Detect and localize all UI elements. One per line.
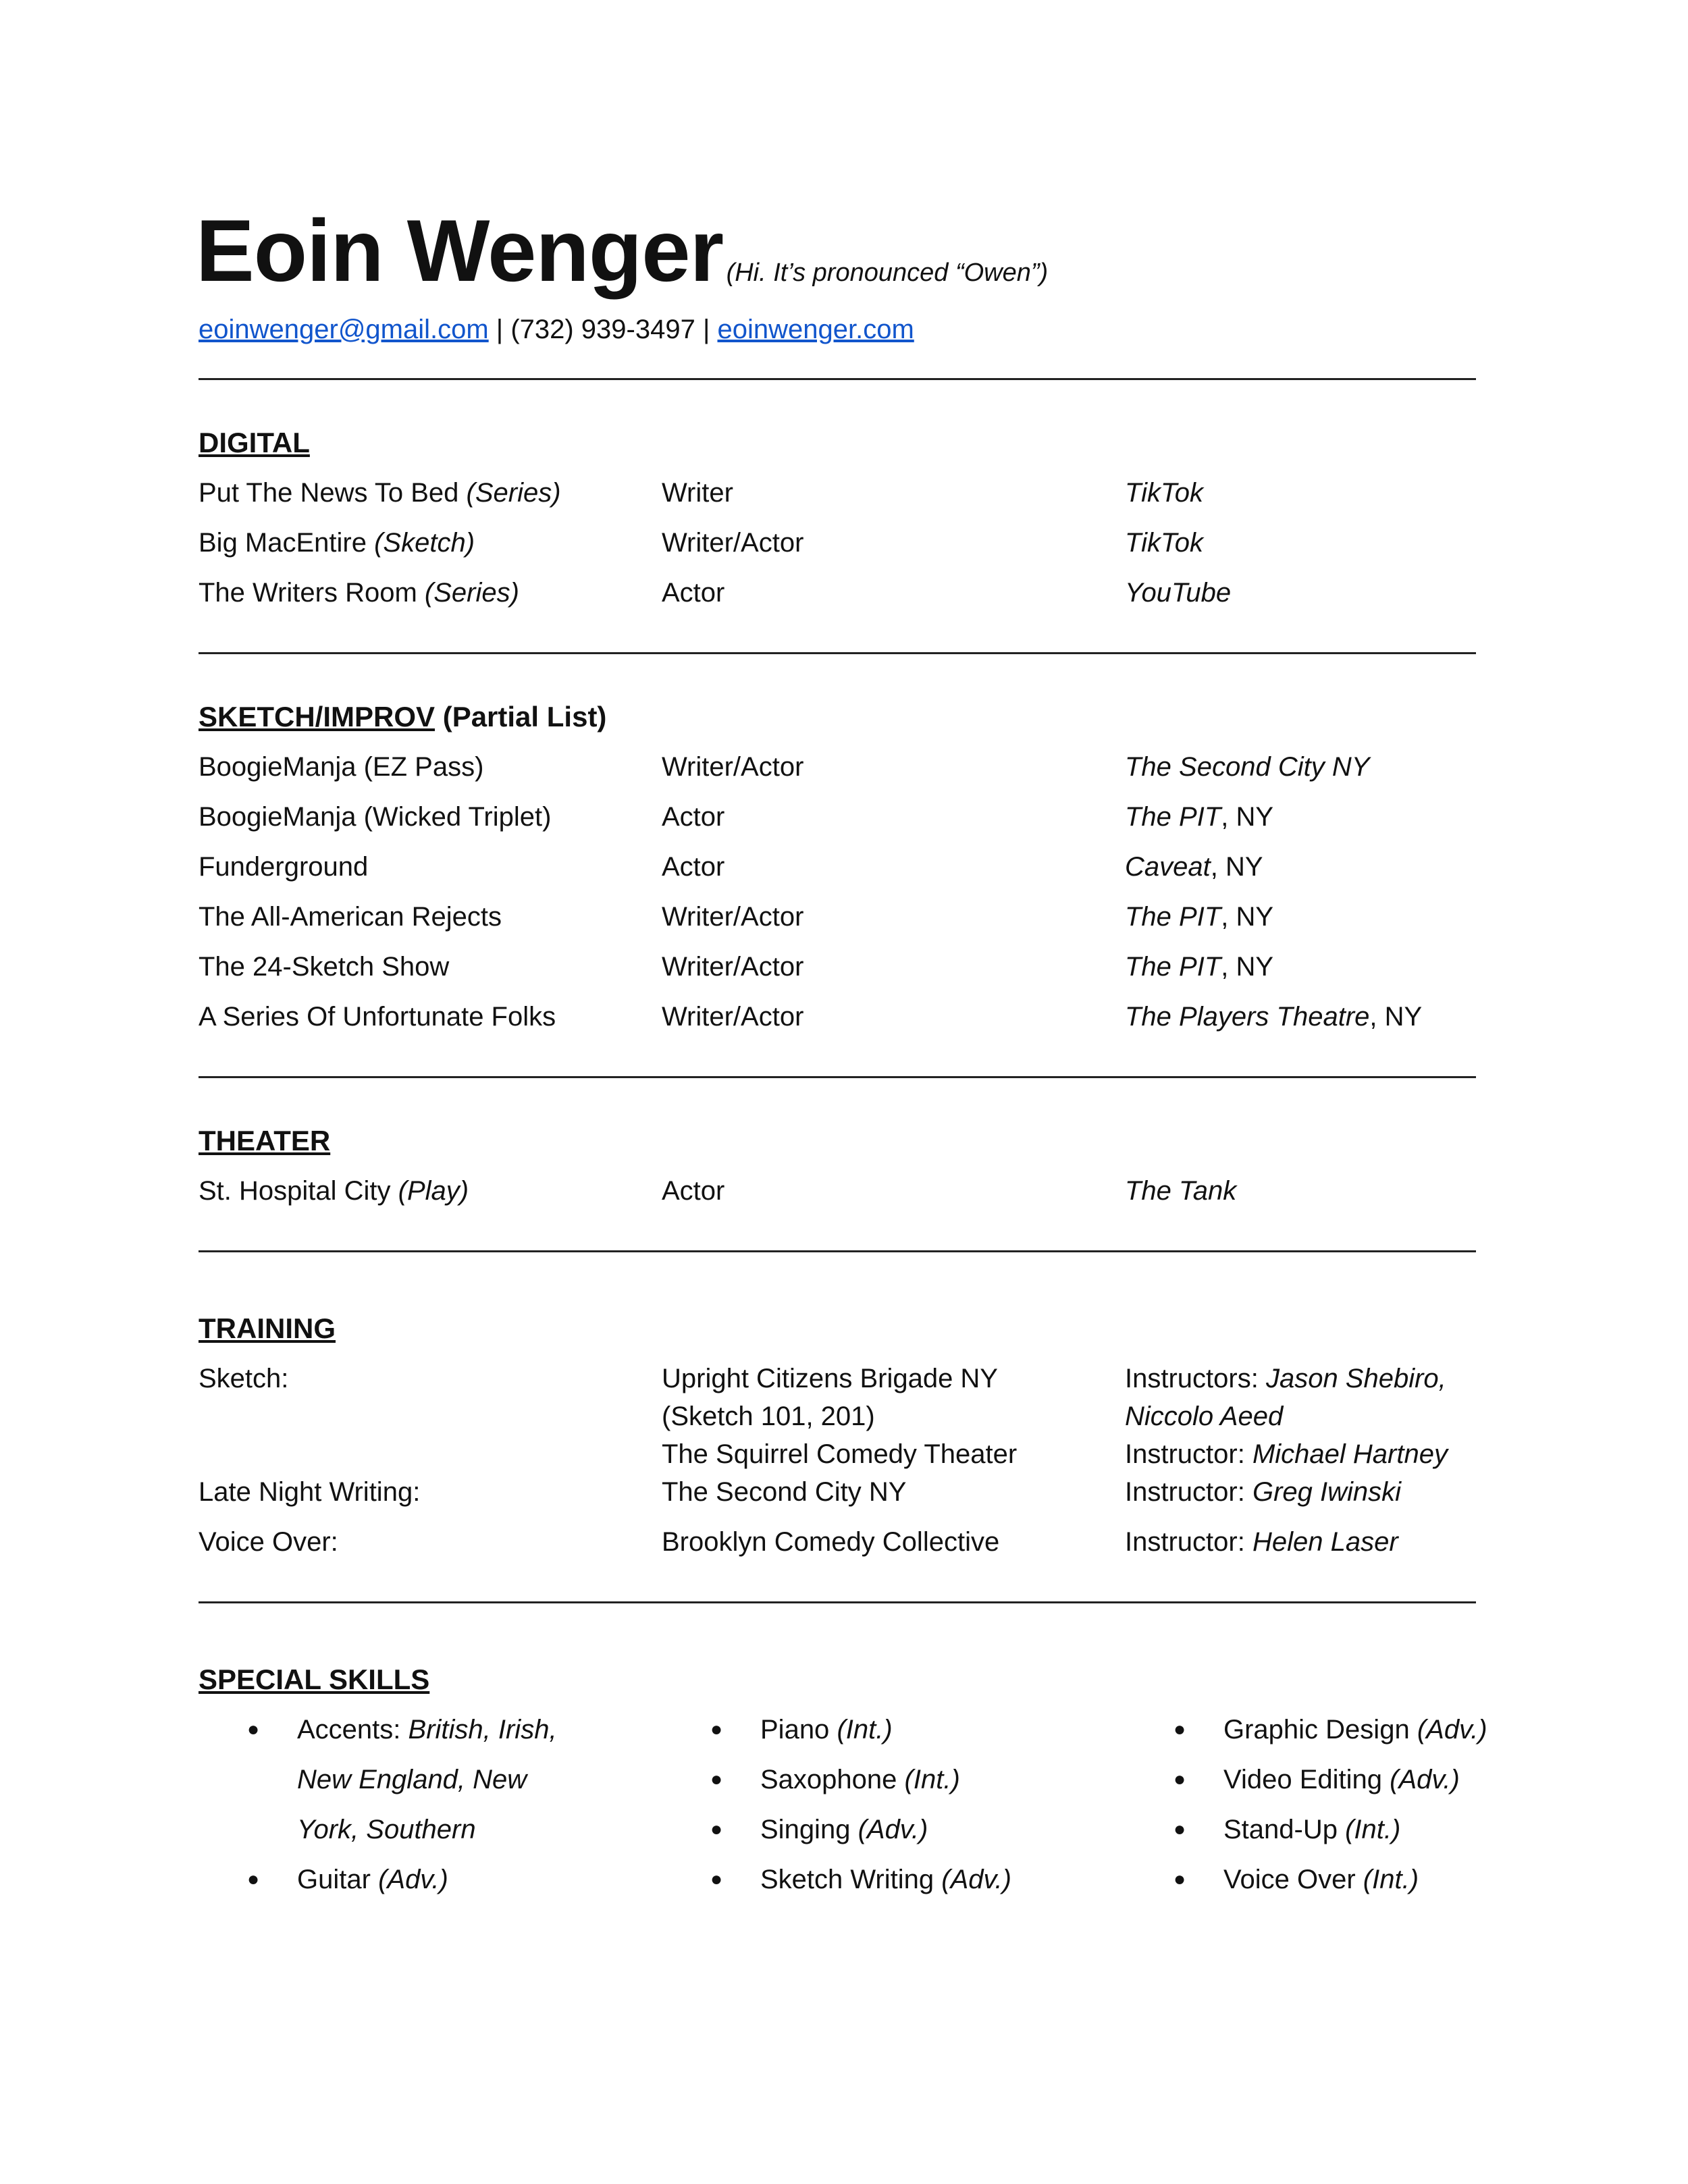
skill-item — [1223, 1811, 1400, 1848]
training-school: The Second City NY — [662, 1477, 907, 1507]
section-heading-note: (Partial List) — [442, 701, 607, 733]
credit-role: Writer/Actor — [662, 902, 804, 932]
section-heading-digital — [199, 424, 310, 462]
venue-name: The PIT — [1125, 952, 1221, 982]
section-heading-text: SKETCH/IMPROV — [199, 701, 436, 733]
venue-city: , NY — [1221, 952, 1274, 982]
credit-role: Actor — [662, 852, 725, 882]
credit-role: Writer/Actor — [662, 1002, 804, 1032]
credit-role: Writer/Actor — [662, 952, 804, 982]
skill-level: (Adv.) — [1417, 1715, 1487, 1744]
venue-name: Caveat — [1125, 852, 1211, 882]
skill-item — [760, 1711, 893, 1749]
training-school: The Squirrel Comedy Theater — [662, 1439, 1018, 1469]
bullet-icon: ● — [247, 1868, 260, 1890]
digital-row-title — [199, 574, 519, 612]
venue-city: , NY — [1210, 852, 1263, 882]
bullet-icon: ● — [1173, 1768, 1186, 1790]
credit-venue: YouTube — [1125, 578, 1232, 608]
skill-level: (Int.) — [1345, 1815, 1401, 1844]
training-instructor — [1125, 1473, 1401, 1511]
section-heading-text: DIGITAL — [199, 427, 310, 458]
digital-row-title — [199, 524, 475, 562]
credit-type: (Sketch) — [374, 528, 475, 558]
skill-item — [760, 1811, 928, 1848]
section-heading-sketch-improv — [199, 698, 606, 736]
contact-line — [199, 311, 914, 348]
skill-level: (Int.) — [904, 1765, 960, 1794]
skill-item — [760, 1761, 960, 1799]
email-link[interactable]: eoinwenger@gmail.com — [199, 315, 489, 344]
credit-title: BoogieManja (EZ Pass) — [199, 752, 484, 782]
credit-venue — [1125, 748, 1369, 786]
theater-row-title — [199, 1172, 469, 1210]
instructor-label: Instructor: — [1125, 1527, 1252, 1557]
credit-venue: TikTok — [1125, 478, 1203, 508]
skill-label: Sketch Writing — [760, 1865, 934, 1894]
bullet-icon: ● — [710, 1868, 723, 1890]
credit-role: Writer/Actor — [662, 752, 804, 782]
venue-name: The Second City NY — [1125, 752, 1370, 782]
contact-separator: | — [695, 315, 718, 344]
website-link[interactable]: eoinwenger.com — [717, 315, 914, 344]
divider — [199, 378, 1476, 380]
credit-role: Writer/Actor — [662, 528, 804, 558]
page-title: Eoin Wenger — [196, 201, 724, 300]
instructor-name: Michael Hartney — [1252, 1439, 1448, 1469]
instructor-label: Instructor: — [1125, 1477, 1252, 1507]
skill-label: Voice Over — [1223, 1865, 1356, 1894]
training-label-voice-over: Voice Over: — [199, 1527, 338, 1557]
venue-name: The PIT — [1125, 802, 1221, 832]
contact-separator: | — [488, 315, 511, 344]
credit-venue — [1125, 998, 1422, 1036]
venue-name: The Players Theatre — [1125, 1002, 1370, 1032]
credit-venue: TikTok — [1125, 528, 1203, 558]
credit-venue — [1125, 798, 1273, 836]
training-instructor — [1125, 1523, 1398, 1561]
skill-detail: British, Irish, — [408, 1715, 557, 1744]
credit-title: The All-American Rejects — [199, 902, 502, 932]
skill-detail: York, Southern — [297, 1815, 476, 1844]
skill-label: Guitar — [297, 1865, 371, 1894]
section-heading-training — [199, 1310, 336, 1348]
skill-level: (Int.) — [837, 1715, 893, 1744]
credit-title: A Series Of Unfortunate Folks — [199, 1002, 556, 1032]
skill-label: Stand-Up — [1223, 1815, 1338, 1844]
training-label-late-night: Late Night Writing: — [199, 1477, 421, 1507]
phone-number: (732) 939-3497 — [510, 315, 695, 344]
skill-label: Saxophone — [760, 1765, 897, 1794]
instructor-name: Greg Iwinski — [1252, 1477, 1402, 1507]
instructor-name: Helen Laser — [1252, 1527, 1398, 1557]
section-heading-text: THEATER — [199, 1125, 331, 1156]
venue-city: , NY — [1221, 802, 1274, 832]
credit-role: Writer — [662, 478, 733, 508]
instructor-name: Niccolo Aeed — [1125, 1402, 1284, 1431]
training-school: Upright Citizens Brigade NY — [662, 1364, 998, 1393]
credit-title: Funderground — [199, 852, 369, 882]
skill-detail: New England, New — [297, 1765, 527, 1794]
skill-label: Video Editing — [1223, 1765, 1382, 1794]
training-instructor — [1125, 1360, 1446, 1397]
divider — [199, 652, 1476, 654]
credit-type: (Series) — [466, 478, 561, 508]
divider — [199, 1250, 1476, 1252]
bullet-icon: ● — [710, 1818, 723, 1840]
venue-city: , NY — [1369, 1002, 1423, 1032]
venue-city: , NY — [1221, 902, 1274, 932]
credit-title: The 24-Sketch Show — [199, 952, 450, 982]
skill-item — [297, 1861, 448, 1898]
bullet-icon: ● — [710, 1718, 723, 1740]
divider — [199, 1601, 1476, 1603]
credit-role: Actor — [662, 578, 725, 608]
credit-venue — [1125, 898, 1273, 936]
skill-level: (Int.) — [1363, 1865, 1419, 1894]
bullet-icon: ● — [1173, 1818, 1186, 1840]
credit-type: (Series) — [424, 578, 519, 608]
skill-level: (Adv.) — [941, 1865, 1011, 1894]
skill-item — [760, 1861, 1011, 1898]
skill-level: (Adv.) — [378, 1865, 448, 1894]
bullet-icon: ● — [1173, 1868, 1186, 1890]
credit-title: Big MacEntire — [199, 528, 367, 558]
skill-label: Piano — [760, 1715, 830, 1744]
training-school: Brooklyn Comedy Collective — [662, 1527, 1000, 1557]
bullet-icon: ● — [710, 1768, 723, 1790]
section-heading-text: TRAINING — [199, 1312, 336, 1344]
credit-venue — [1125, 848, 1263, 886]
credit-role: Actor — [662, 1176, 725, 1206]
section-heading-special-skills — [199, 1661, 429, 1699]
training-school-detail: (Sketch 101, 201) — [662, 1402, 875, 1431]
bullet-icon: ● — [247, 1718, 260, 1740]
skill-item — [297, 1711, 557, 1749]
venue-name: The PIT — [1125, 902, 1221, 932]
training-label-sketch: Sketch: — [199, 1364, 289, 1393]
section-heading-text: SPECIAL SKILLS — [199, 1663, 430, 1695]
instructor-label: Instructor: — [1125, 1439, 1252, 1469]
skill-item — [1223, 1761, 1460, 1799]
instructor-name: Jason Shebiro, — [1265, 1364, 1446, 1393]
skill-label: Singing — [760, 1815, 851, 1844]
digital-row-title — [199, 474, 561, 512]
bullet-icon: ● — [1173, 1718, 1186, 1740]
pronunciation-note: (Hi. It’s pronounced “Owen”) — [726, 259, 1049, 287]
training-instructor — [1125, 1435, 1448, 1473]
credit-type: (Play) — [398, 1176, 469, 1206]
instructor-label: Instructors: — [1125, 1364, 1266, 1393]
section-heading-theater — [199, 1122, 330, 1160]
credit-title: BoogieManja (Wicked Triplet) — [199, 802, 552, 832]
credit-venue — [1125, 948, 1273, 986]
header — [196, 200, 1048, 301]
skill-item — [1223, 1861, 1419, 1898]
divider — [199, 1076, 1476, 1078]
credit-role: Actor — [662, 802, 725, 832]
skill-item — [1223, 1711, 1487, 1749]
skill-label: Accents: — [297, 1715, 408, 1744]
skill-level: (Adv.) — [858, 1815, 928, 1844]
credit-title: St. Hospital City — [199, 1176, 391, 1206]
credit-title: The Writers Room — [199, 578, 417, 608]
credit-title: Put The News To Bed — [199, 478, 459, 508]
skill-level: (Adv.) — [1390, 1765, 1460, 1794]
skill-label: Graphic Design — [1223, 1715, 1410, 1744]
credit-venue: The Tank — [1125, 1176, 1237, 1206]
